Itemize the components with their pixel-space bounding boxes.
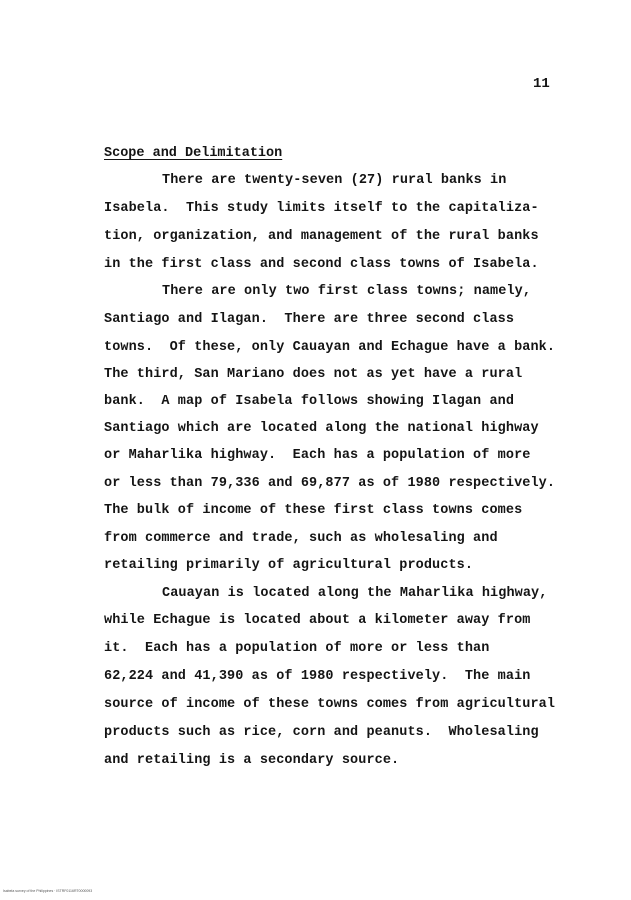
text-line: Cauayan is located along the Maharlika highway, bbox=[162, 586, 548, 601]
text-line: retailing primarily of agricultural products. bbox=[104, 558, 474, 573]
section-title: Scope and Delimitation bbox=[104, 146, 283, 161]
text-line: tion, organization, and management of the rural banks bbox=[104, 229, 539, 244]
text-line: bank. A map of Isabela follows showing Ilagan and bbox=[104, 394, 515, 409]
text-line: and retailing is a secondary source. bbox=[104, 753, 400, 768]
text-line: or Maharlika highway. Each has a population of more bbox=[104, 448, 531, 463]
text-line: source of income of these towns comes from agricultural bbox=[104, 697, 556, 712]
page-number: 11 bbox=[533, 76, 550, 92]
text-line: products such as rice, corn and peanuts. Wholesaling bbox=[104, 725, 539, 740]
text-line: Santiago which are located along the national highway bbox=[104, 421, 539, 436]
text-line: Santiago and Ilagan. There are three second class bbox=[104, 312, 515, 327]
text-line: towns. Of these, only Cauayan and Echague have a bank. bbox=[104, 340, 556, 355]
text-line: Isabela. This study limits itself to the capitaliza- bbox=[104, 201, 539, 216]
text-line: or less than 79,336 and 69,877 as of 1980 respectively. bbox=[104, 476, 556, 491]
text-line: 62,224 and 41,390 as of 1980 respectively. The main bbox=[104, 669, 531, 684]
text-line: There are twenty-seven (27) rural banks in bbox=[162, 173, 507, 188]
text-line: from commerce and trade, such as wholesaling and bbox=[104, 531, 498, 546]
text-line: while Echague is located about a kilometer away from bbox=[104, 613, 531, 628]
text-line: There are only two first class towns; namely, bbox=[162, 284, 532, 299]
text-line: The third, San Mariano does not as yet have a rural bbox=[104, 367, 523, 382]
text-line: it. Each has a population of more or less than bbox=[104, 641, 490, 656]
footer-note: Isabela survey of the Philippines · ISTRF0116RT0000093 bbox=[3, 889, 93, 893]
text-line: in the first class and second class towns of Isabela. bbox=[104, 257, 539, 272]
text-line: The bulk of income of these first class towns comes bbox=[104, 503, 523, 518]
